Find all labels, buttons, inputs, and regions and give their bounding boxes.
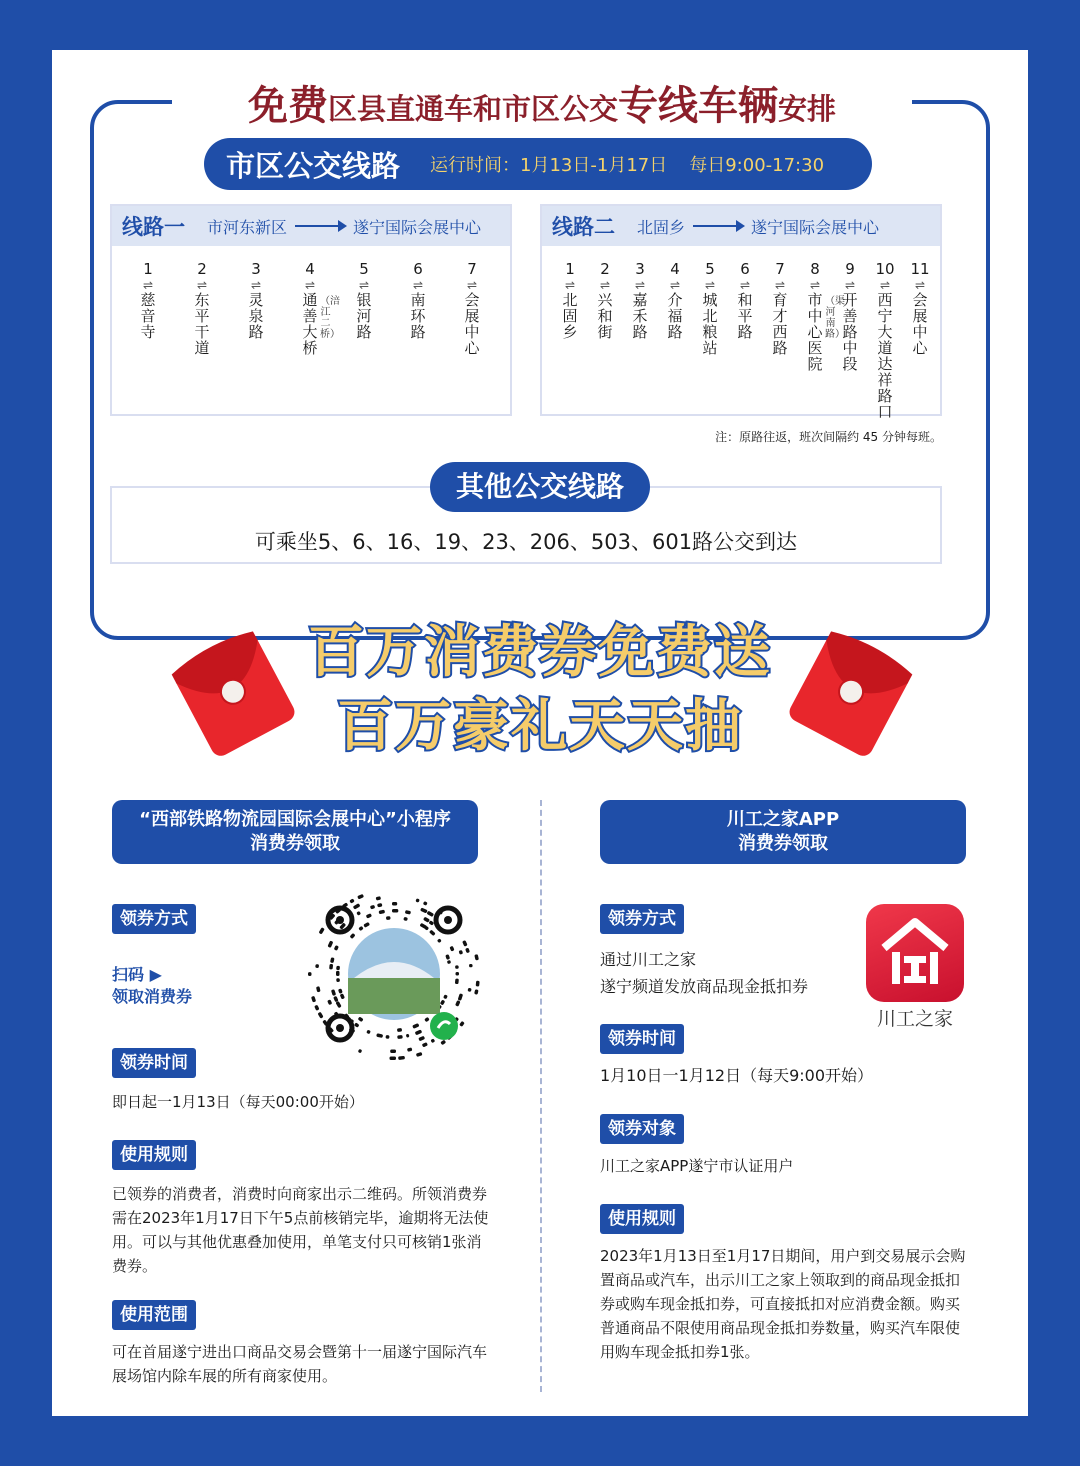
right-column-header — [600, 800, 966, 864]
stop-name: 南环路 — [410, 291, 426, 341]
stop-number: 5 — [705, 260, 715, 278]
stop-number: 7 — [467, 260, 477, 278]
stop-name: 介福路 — [667, 291, 683, 341]
headline — [172, 74, 912, 132]
city-bus-schedule: 运行时间：1月13日-1月17日 — [430, 155, 668, 176]
stop-name: 嘉禾路 — [632, 291, 648, 341]
route-two-to: 遂宁国际会展中心 — [751, 217, 880, 237]
left-time-tag: 领券时间 — [112, 1048, 196, 1078]
column-divider — [540, 800, 542, 1392]
stop-name: 会展中心 — [464, 291, 480, 357]
headline-part2: 区县直通车和市区公交 — [327, 92, 618, 126]
route-stop — [908, 260, 932, 356]
route-stop — [593, 260, 617, 340]
scan-instruction — [112, 964, 192, 1008]
left-column-header — [112, 800, 478, 864]
headline-part4: 安排 — [778, 92, 837, 126]
route-stop — [663, 260, 687, 340]
round-trip-icon: ⇌ — [879, 278, 891, 292]
round-trip-icon: ⇌ — [358, 278, 370, 292]
left-scope-tag: 使用范围 — [112, 1300, 196, 1330]
headline-part3: 专线车辆 — [618, 83, 778, 129]
arrow-right-icon — [295, 225, 345, 227]
left-time-text: 即日起一1月13日（每天00:00开始） — [112, 1093, 364, 1111]
round-trip-icon: ⇌ — [196, 278, 208, 292]
right-method-tag: 领券方式 — [600, 904, 684, 934]
route-two-header — [542, 206, 940, 246]
round-trip-icon: ⇌ — [466, 278, 478, 292]
stop-number: 1 — [143, 260, 153, 278]
stop-name: 通善大桥 — [302, 291, 318, 357]
stop-name: 育才西路 — [772, 291, 788, 357]
route-stop — [460, 260, 484, 356]
arrow-right-icon — [693, 225, 743, 227]
right-target-text: 川工之家APP遂宁市认证用户 — [600, 1157, 794, 1175]
route-stop — [190, 260, 214, 356]
round-trip-icon: ⇌ — [142, 278, 154, 292]
stop-name: 灵泉路 — [248, 291, 264, 341]
left-header-line1: “西部铁路物流园国际会展中心”小程序 — [139, 809, 451, 830]
stop-subname: （渠河南路） — [825, 296, 845, 340]
route-stop — [136, 260, 160, 340]
right-time-text: 1月10日一1月12日（每天9:00开始） — [600, 1066, 874, 1085]
route-stop — [628, 260, 652, 340]
route-one-stops — [112, 260, 510, 416]
stop-number: 1 — [565, 260, 575, 278]
right-header-line1: 川工之家APP — [726, 809, 840, 830]
route-stop — [244, 260, 268, 340]
left-rules-tag: 使用规则 — [112, 1140, 196, 1170]
left-header-line2: 消费券领取 — [250, 833, 340, 854]
stop-number: 4 — [305, 260, 315, 278]
stop-name: 西宁大道达祥路口 — [877, 291, 893, 421]
stop-name: 银河路 — [356, 291, 372, 341]
route-one-from: 市河东新区 — [207, 217, 288, 237]
city-bus-daily: 每日9:00-17:30 — [689, 155, 825, 176]
banner-line-1: 百万消费券免费送 — [308, 620, 772, 685]
right-header-line2: 消费券领取 — [738, 833, 828, 854]
round-trip-icon: ⇌ — [669, 278, 681, 292]
stop-number: 7 — [775, 260, 785, 278]
route-one-panel — [110, 204, 512, 416]
mini-program-qr-code[interactable] — [306, 886, 482, 1062]
route-stop — [733, 260, 757, 340]
route-two-from: 北固乡 — [637, 217, 686, 237]
right-rules-tag: 使用规则 — [600, 1204, 684, 1234]
promo-banner — [52, 616, 1028, 764]
round-trip-icon: ⇌ — [844, 278, 856, 292]
stop-number: 3 — [635, 260, 645, 278]
route-note: 注：原路往返，班次间隔约 45 分钟每班。 — [715, 430, 942, 444]
round-trip-icon: ⇌ — [599, 278, 611, 292]
route-two-name: 线路二 — [552, 215, 615, 239]
stop-name: 慈音寺 — [140, 291, 156, 341]
route-one-to: 遂宁国际会展中心 — [353, 217, 482, 237]
round-trip-icon: ⇌ — [914, 278, 926, 292]
round-trip-icon: ⇌ — [412, 278, 424, 292]
round-trip-icon: ⇌ — [250, 278, 262, 292]
stop-number: 2 — [197, 260, 207, 278]
left-method-tag: 领券方式 — [112, 904, 196, 934]
route-one-name: 线路一 — [122, 215, 185, 239]
stop-name: 北固乡 — [562, 291, 578, 341]
route-stop — [873, 260, 897, 420]
left-scope-text: 可在首届遂宁进出口商品交易会暨第十一届遂宁国际汽车展场馆内除车展的所有商家使用。 — [112, 1343, 488, 1385]
stop-subname: （涪江二桥） — [320, 296, 340, 340]
headline-part1: 免费 — [247, 83, 328, 129]
stop-number: 9 — [845, 260, 855, 278]
route-stop — [352, 260, 376, 340]
stop-number: 2 — [600, 260, 610, 278]
left-rules-text: 已领券的消费者，消费时向商家出示二维码。所领消费券需在2023年1月17日下午5点前核销完毕，逾期将无法使用。可以与其他优惠叠加使用，单笔支付只可核销1张消费券。 — [112, 1185, 489, 1275]
stop-number: 6 — [413, 260, 423, 278]
right-target-tag: 领券对象 — [600, 1114, 684, 1144]
route-stop — [298, 260, 340, 357]
route-stop — [803, 260, 845, 373]
round-trip-icon: ⇌ — [809, 278, 821, 292]
other-bus-text: 可乘坐5、6、16、19、23、206、503、601路公交到达 — [254, 530, 798, 554]
route-stop — [558, 260, 582, 340]
stop-number: 10 — [875, 260, 895, 278]
round-trip-icon: ⇌ — [774, 278, 786, 292]
round-trip-icon: ⇌ — [704, 278, 716, 292]
right-rules-text: 2023年1月13日至1月17日期间，用户到交易展示会购置商品或汽车，出示川工之家上领取到的商品现金抵扣券或购车现金抵扣券，可直接抵扣对应消费金额。购买普通商品不限使用商品现金抵扣券数量，购买汽车限使用购车现金抵扣券1张。 — [600, 1247, 966, 1361]
route-stop — [406, 260, 430, 340]
stop-number: 8 — [810, 260, 820, 278]
route-two-stops — [542, 260, 940, 421]
stop-name: 会展中心 — [912, 291, 928, 357]
round-trip-icon: ⇌ — [739, 278, 751, 292]
stop-name: 和平路 — [737, 291, 753, 341]
right-method-text: 通过川工之家 遂宁频道发放商品现金抵扣券 — [600, 950, 809, 996]
stop-number: 6 — [740, 260, 750, 278]
city-bus-pill — [204, 138, 872, 190]
chuangong-app-logo-icon[interactable] — [866, 904, 964, 1002]
route-stop — [838, 260, 862, 372]
stop-number: 3 — [251, 260, 261, 278]
stop-number: 11 — [910, 260, 930, 278]
city-bus-title: 市区公交线路 — [226, 148, 401, 183]
scan-line2: 领取消费券 — [112, 987, 193, 1006]
stop-name: 城北粮站 — [702, 291, 718, 357]
route-stop — [698, 260, 722, 356]
stop-name: 东平干道 — [194, 291, 210, 357]
stop-number: 5 — [359, 260, 369, 278]
right-time-tag: 领券时间 — [600, 1024, 684, 1054]
round-trip-icon: ⇌ — [634, 278, 646, 292]
poster — [52, 50, 1028, 1416]
stop-number: 4 — [670, 260, 680, 278]
route-stop — [768, 260, 792, 356]
stop-name: 市中心医院 — [807, 291, 823, 373]
stop-name: 开善路中段 — [842, 291, 858, 373]
app-logo-caption: 川工之家 — [876, 1008, 953, 1030]
route-two-panel — [540, 204, 942, 421]
scan-line1: 扫码 ▶ — [112, 965, 162, 984]
route-one-header — [112, 206, 510, 246]
other-bus-title: 其他公交线路 — [430, 462, 650, 512]
round-trip-icon: ⇌ — [304, 278, 316, 292]
round-trip-icon: ⇌ — [564, 278, 576, 292]
stop-name: 兴和街 — [597, 291, 613, 341]
banner-line-2: 百万豪礼天天抽 — [337, 694, 743, 759]
